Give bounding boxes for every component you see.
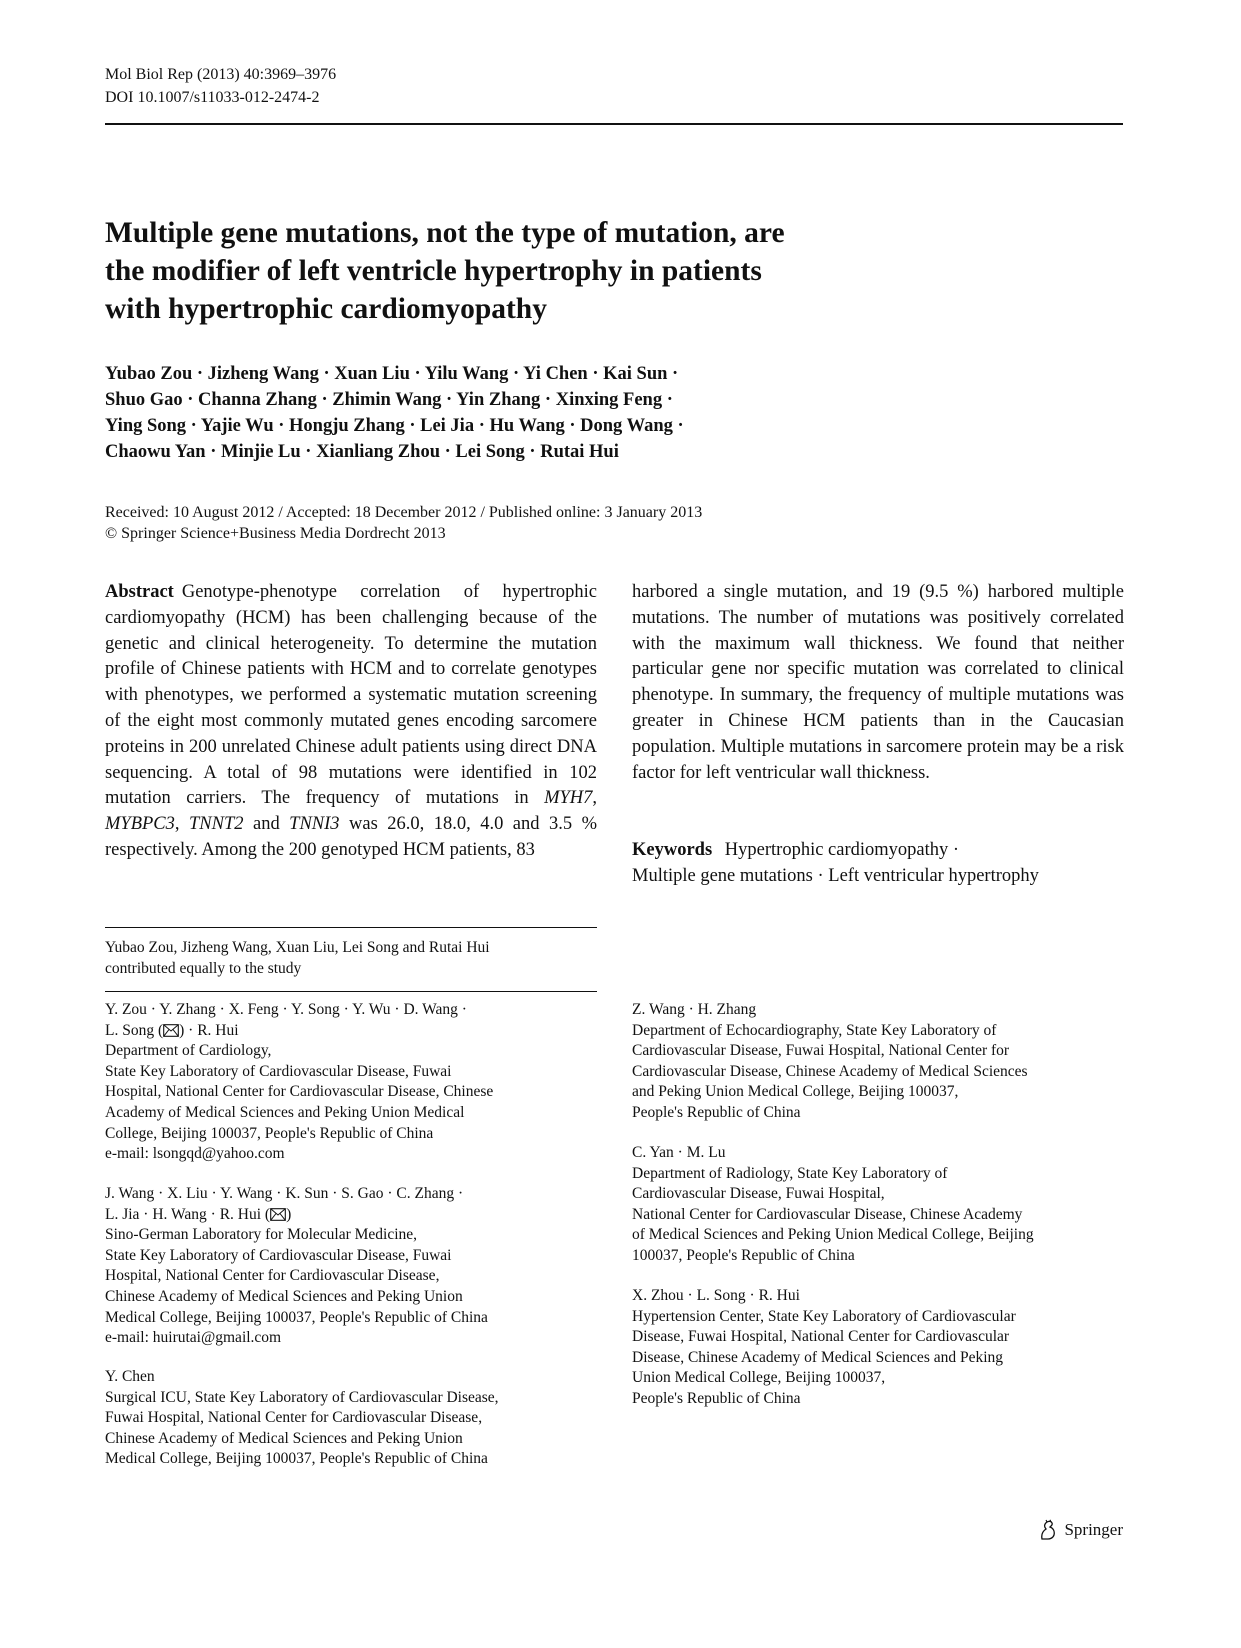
author-line: Shuo Gao · Channa Zhang · Zhimin Wang · Yin Zhang · Xinxing Feng ·: [105, 390, 673, 410]
abstract-text: Genotype-phenotype correlation of hypertrophic cardiomyopathy (HCM) has been challenging because of the genetic and clinical heterogeneity. To determine the mutation profile of Chinese patients with HCM and to correlate genotypes with phenotypes, we performed a systematic mutation screening of the eight most commonly mutated genes encoding sarcomere proteins in 200 unrelated Chinese adult patients using direct DNA sequencing. A total of 98 mutations were identified in 102 mutation carriers. The frequency of mutations in: [105, 582, 597, 809]
keywords-label: Keywords: [632, 840, 713, 860]
gene-name: MYBPC3: [105, 814, 175, 835]
author-list: [105, 361, 905, 465]
affiliation-block: C. Yan · M. Lu Department of Radiology, State Key Laboratory of Cardiovascular Disease, Fuwai Hospital, National Center for Cardiovascular Disease, Chinese Academy of Medical Sciences and Peking Union Medical College, Beijing 100037, People's Republic of China: [632, 1144, 1034, 1264]
abstract-text: was 26.0, 18.0, 4.0 and 3.5 % respectively. Among the 200 genotyped HCM patients, 83: [105, 814, 597, 860]
footnote-rule: [105, 927, 597, 928]
envelope-icon[interactable]: [163, 1024, 179, 1037]
affiliation-block: J. Wang · X. Liu · Y. Wang · K. Sun · S. Gao · C. Zhang · L. Jia · H. Wang · R. Hui ( ) Sino-German Laboratory for Molecular Medicine, State Key Laboratory of Cardiovascular Disease, Fuwai Hospital, National Center for Cardiovascular Disease, Chinese Academy of Medical Sciences and Peking Union Medical College, Beijing 100037, People's Republic of China e-mail: huirutai@gmail.com: [105, 1184, 575, 1349]
doi[interactable]: DOI 10.1007/s11033-012-2474-2: [105, 89, 320, 106]
article-title: [105, 214, 925, 328]
publication-dates: [105, 502, 905, 544]
abstract-left-column: Abstract Genotype-phenotype correlation of hypertrophic cardiomyopathy (HCM) has been challenging because of the genetic and clinical heterogeneity. To determine the mutation profile of Chinese patients with HCM and to correlate genotypes with phenotypes, we performed a systematic mutation screening of the eight most commonly mutated genes encoding sarcomere proteins in 200 unrelated Chinese adult patients using direct DNA sequencing. A total of 98 mutations were identified in 102 mutation carriers. The frequency of mutations in MYH7, MYBPC3, TNNT2 and TNNI3 was 26.0, 18.0, 4.0 and 3.5 % respectively. Among the 200 genotyped HCM patients, 83: [105, 582, 597, 860]
affiliation-block: Y. Zou · Y. Zhang · X. Feng · Y. Song · Y. Wu · D. Wang · L. Song ( ) · R. Hui Department of Cardiology, State Key Laboratory of Cardiovascular Disease, Fuwai Hospital, National Center for Cardiovascular Disease, Chinese Academy of Medical Sciences and Peking Union Medical College, Beijing 100037, People's Republic of China e-mail: lsongqd@yahoo.com: [105, 1000, 575, 1165]
email[interactable]: e-mail: huirutai@gmail.com: [105, 1329, 282, 1347]
title-line: with hypertrophic cardiomyopathy: [105, 293, 547, 325]
author-line: Chaowu Yan · Minjie Lu · Xianliang Zhou · Lei Song · Rutai Hui: [105, 442, 619, 462]
gene-name: MYH7: [544, 788, 593, 809]
keyword-line: Multiple gene mutations · Left ventricular hypertrophy: [632, 865, 1039, 886]
envelope-icon[interactable]: [270, 1208, 286, 1221]
header-rule: [105, 123, 1123, 125]
author-line: Ying Song · Yajie Wu · Hongju Zhang · Lei Jia · Hu Wang · Dong Wang ·: [105, 416, 684, 436]
affiliation-block: Y. Chen Surgical ICU, State Key Laboratory of Cardiovascular Disease, Fuwai Hospital, National Center for Cardiovascular Disease, Chinese Academy of Medical Sciences and Peking Union Medical College, Beijing 100037, People's Republic of China: [105, 1368, 499, 1468]
abstract-text: harbored a single mutation, and 19 (9.5 %) harbored multiple mutations. The number of mutations was positively correlated with the maximum wall thickness. We found that neither particular gene nor specific mutation was correlated to clinical phenotype. In summary, the frequency of multiple mutations was greater in Chinese HCM patients than in the Caucasian population. Multiple mutations in sarcomere protein may be a risk factor for left ventricular wall thickness.: [632, 582, 1124, 783]
dates-line: Received: 10 August 2012 / Accepted: 18 December 2012 / Published online: 3 January 2013: [105, 504, 703, 521]
journal-citation: Mol Biol Rep (2013) 40:3969–3976: [105, 66, 337, 83]
affiliation-block: Z. Wang · H. Zhang Department of Echocardiography, State Key Laboratory of Cardiovascular Disease, Fuwai Hospital, National Center for Cardiovascular Disease, Chinese Academy of Medical Sciences and Peking Union Medical College, Beijing 100037, People's Republic of China: [632, 1001, 1028, 1121]
title-line: Multiple gene mutations, not the type of mutation, are: [105, 217, 785, 249]
affiliation-block: X. Zhou · L. Song · R. Hui Hypertension Center, State Key Laboratory of Cardiovascular Disease, Fuwai Hospital, National Center for Cardiovascular Disease, Chinese Academy of Medical Sciences and Peking Union Medical College, Beijing 100037, People's Republic of China: [632, 1287, 1016, 1407]
keywords: [632, 838, 1132, 890]
abstract-label: Abstract: [105, 582, 174, 602]
publisher-name: Springer: [1064, 1520, 1123, 1539]
footnote-rule: [105, 991, 597, 992]
gene-name: TNNI3: [289, 814, 340, 835]
gene-name: TNNT2: [189, 814, 244, 835]
journal-header: [105, 63, 336, 109]
copyright: © Springer Science+Business Media Dordrecht 2013: [105, 525, 446, 542]
author-line: Yubao Zou · Jizheng Wang · Xuan Liu · Yilu Wang · Yi Chen · Kai Sun ·: [105, 364, 679, 384]
contribution-note: Yubao Zou, Jizheng Wang, Xuan Liu, Lei Song and Rutai Hui contributed equally to the study: [105, 939, 490, 977]
abstract-right-column: [632, 580, 1124, 786]
email[interactable]: e-mail: lsongqd@yahoo.com: [105, 1145, 285, 1163]
springer-horse-icon: [1038, 1519, 1058, 1541]
publisher-logo: [1038, 1519, 1123, 1541]
title-line: the modifier of left ventricle hypertrophy in patients: [105, 255, 762, 287]
keyword-line: Hypertrophic cardiomyopathy ·: [724, 840, 960, 860]
